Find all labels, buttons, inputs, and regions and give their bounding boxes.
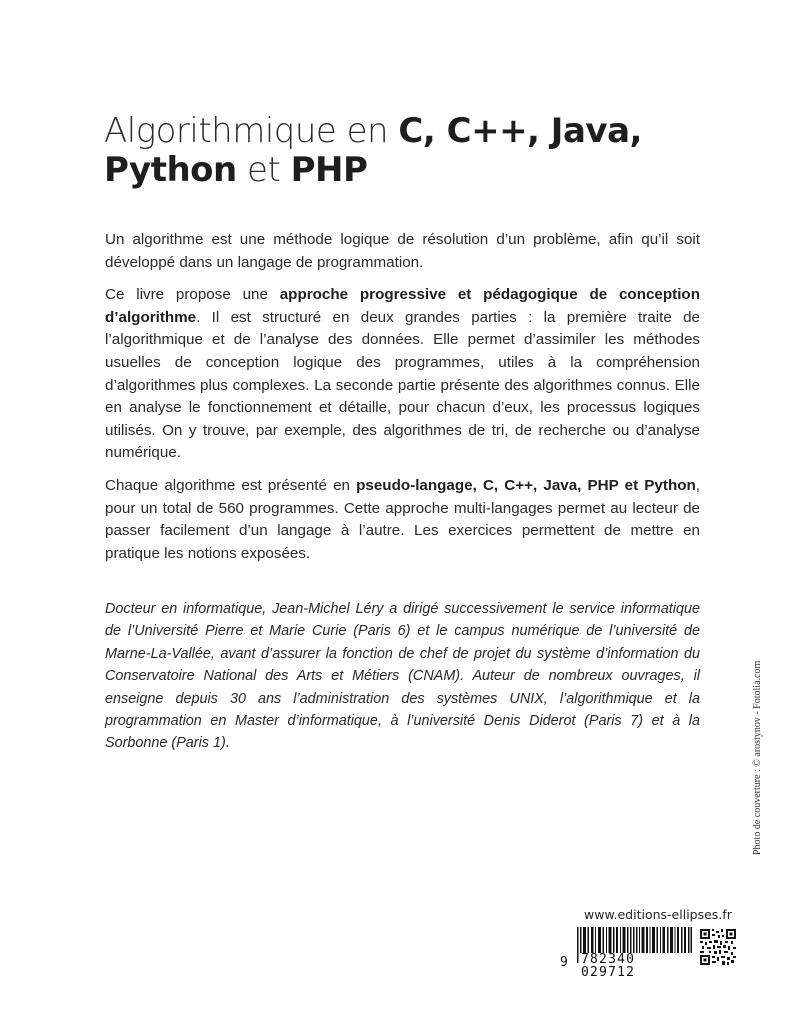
publisher-website: www.editions-ellipses.fr (584, 907, 732, 922)
paragraph-intro: Un algorithme est une méthode logique de résolution d’un problème, afin qu’il soit développé dans un langage de programmation. (105, 231, 700, 271)
title-languages: C, C++, Java, (398, 111, 642, 151)
title-php: PHP (290, 150, 368, 190)
barcode-digits: 782340 029712 (580, 953, 695, 979)
paragraph-structure-highlight: approche progressive et pédagogique de conception d’algorithme (105, 286, 700, 326)
paragraph-structure (105, 284, 700, 465)
book-description (105, 229, 700, 575)
paragraph-structure-rest: . Il est structuré en deux grandes parties : la première traite de l’algorithmique et de l’analyse des données. Elle permet d’assimiler les méthodes usuelles de conception logique des programmes, utiles à la compréhension d’algorithmes plus complexes. La seconde partie présente des algorithmes connus. Elle en analyse le fonctionnement et détaille, pour chacun d’eux, les processus logiques utilisés. On y trouve, par exemple, des algorithmes de tri, de recherche ou d’analyse numérique. (105, 308, 700, 462)
paragraph-languages-text: Chaque algorithme est présenté en (105, 476, 357, 494)
photo-credit: Photo de couverture : © arostynov - Fotolia.com (752, 660, 763, 855)
paragraph-languages (105, 475, 700, 565)
book-title (104, 112, 744, 190)
author-bio: Docteur en informatique, Jean-Michel Léry a dirigé successivement le service informatique de l’Université Pierre et Marie Curie (Paris 6) et le campus numérique de l’université de Marne-La-Vallée, avant d’assurer la fonction de chef de projet du système d’information du Conservatoire National des Arts et Métiers (CNAM). Auteur de nombreux ouvrages, il enseigne depuis 30 ans l’administration des systèmes UNIX, l’algorithmique et la programmation en Master d’informatique, à l’université Denis Diderot (Paris 7) et à la Sorbonne (Paris 1). (105, 601, 700, 752)
paragraph-languages-rest: , pour un total de 560 programmes. Cette approche multi-langages permet au lecteur de passer facilement d’un langage à l’autre. Les exercices permettent de mettre en pratique les notions exposées. (105, 476, 701, 562)
paragraph-languages-highlight: pseudo-langage, C, C++, Java, PHP et Python (356, 476, 696, 494)
title-text: Algorithmique en (104, 111, 399, 151)
qr-code-graphic (700, 929, 736, 965)
title-python: Python (104, 150, 237, 190)
barcode-icon (560, 927, 695, 980)
qr-code-icon (700, 929, 736, 965)
barcode-first-digit: 9 (560, 955, 568, 970)
paragraph-structure-text: Ce livre propose une (105, 286, 280, 304)
title-and: et (236, 150, 291, 190)
